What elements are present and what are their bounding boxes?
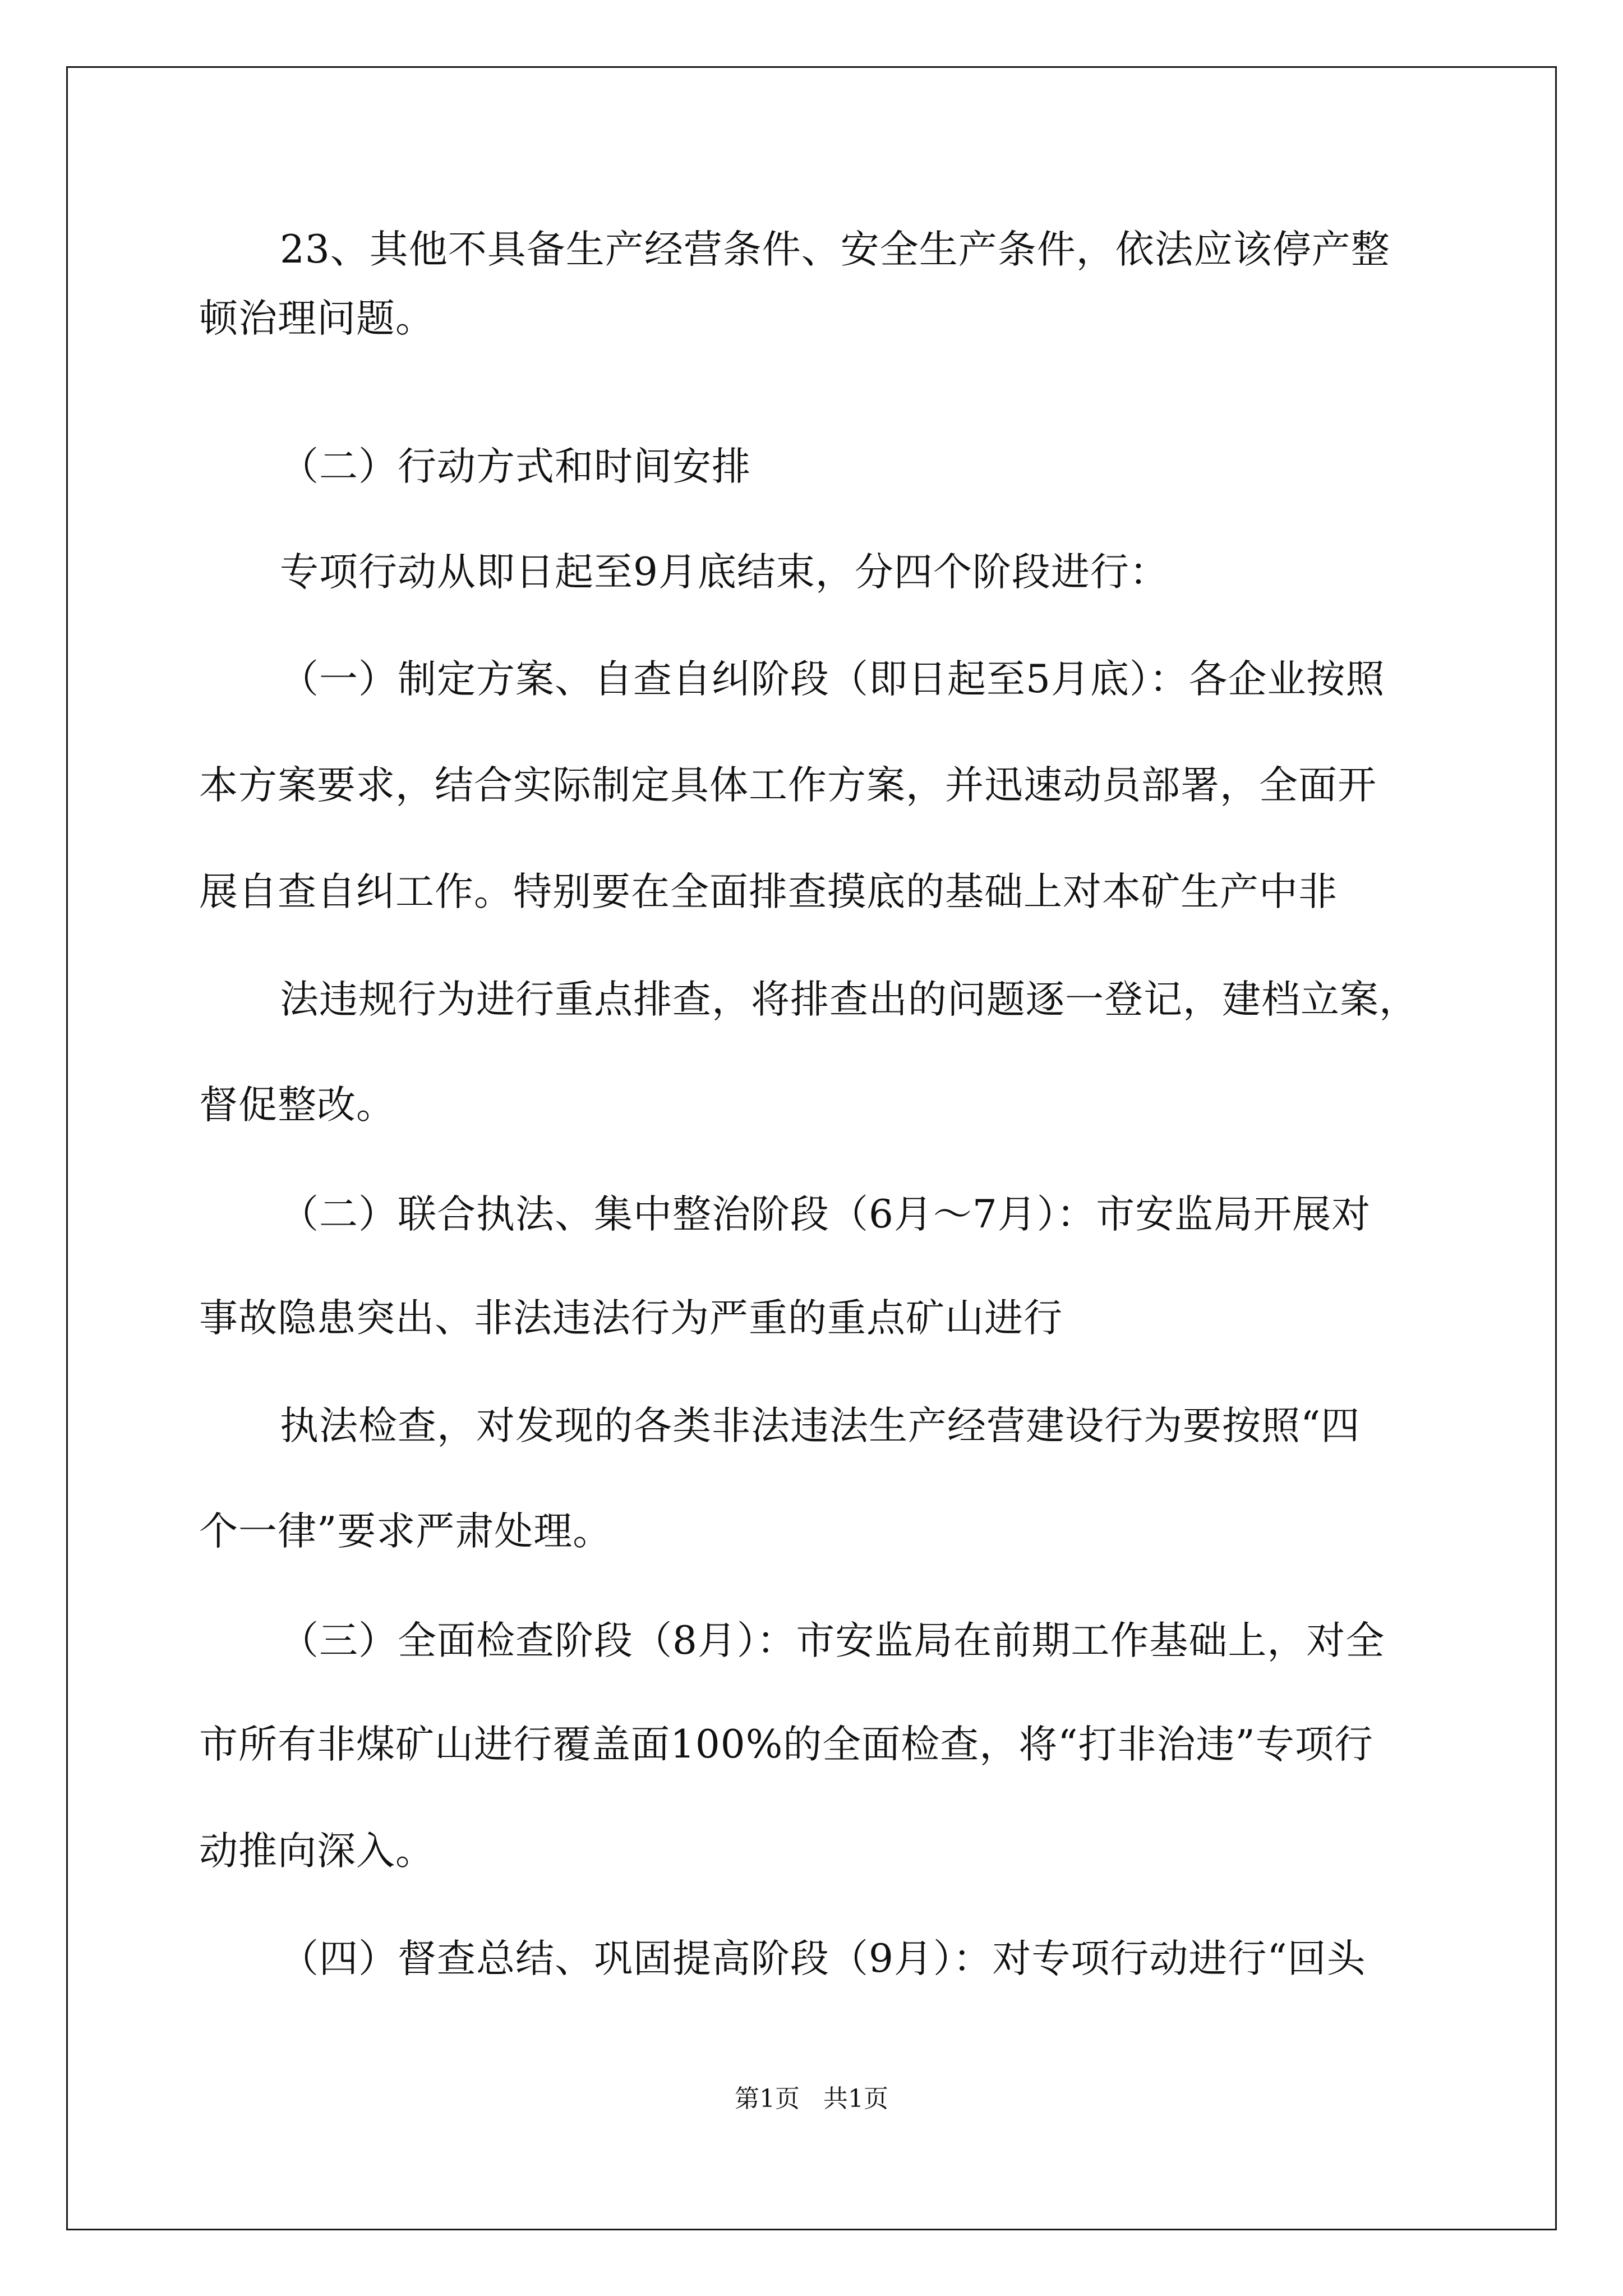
text-line: 法违规行为进行重点排查，将排查出的问题逐一登记，建档立案， [280,977,1418,1022]
text-line: 事故隐患突出、非法违法行为严重的重点矿山进行 [199,1296,1063,1341]
page-footer: 第1页 共1页 [735,2085,888,2113]
text-line: 个一律”要求严肃处理。 [199,1509,612,1554]
text-line: （一）制定方案、自查自纠阶段（即日起至5月底）：各企业按照 [280,657,1385,702]
text-line: 展自查自纠工作。特别要在全面排查摸底的基础上对本矿生产中非 [199,869,1338,914]
text-line: （二）联合执法、集中整治阶段（6月～7月）：市安监局开展对 [280,1192,1371,1237]
text-line: 执法检查，对发现的各类非法违法生产经营建设行为要按照“四 [280,1404,1361,1448]
text-line: 专项行动从即日起至9月底结束，分四个阶段进行： [280,550,1169,595]
text-line: 督促整改。 [199,1083,395,1128]
section-heading: （二）行动方式和时间安排 [280,444,751,489]
text-line: 市所有非煤矿山进行覆盖面100%的全面检查，将“打非治违”专项行 [199,1722,1373,1767]
page-border [66,66,1557,2230]
text-line: （四）督查总结、巩固提高阶段（9月）：对专项行动进行“回头 [280,1936,1366,1981]
text-line: 23、其他不具备生产经营条件、安全生产条件，依法应该停产整 [280,227,1390,272]
text-line: 动推向深入。 [199,1829,435,1874]
text-line: 顿治理问题。 [199,296,435,341]
text-line: （三）全面检查阶段（8月）：市安监局在前期工作基础上，对全 [280,1618,1385,1663]
text-line: 本方案要求，结合实际制定具体工作方案，并迅速动员部署，全面开 [199,763,1377,808]
